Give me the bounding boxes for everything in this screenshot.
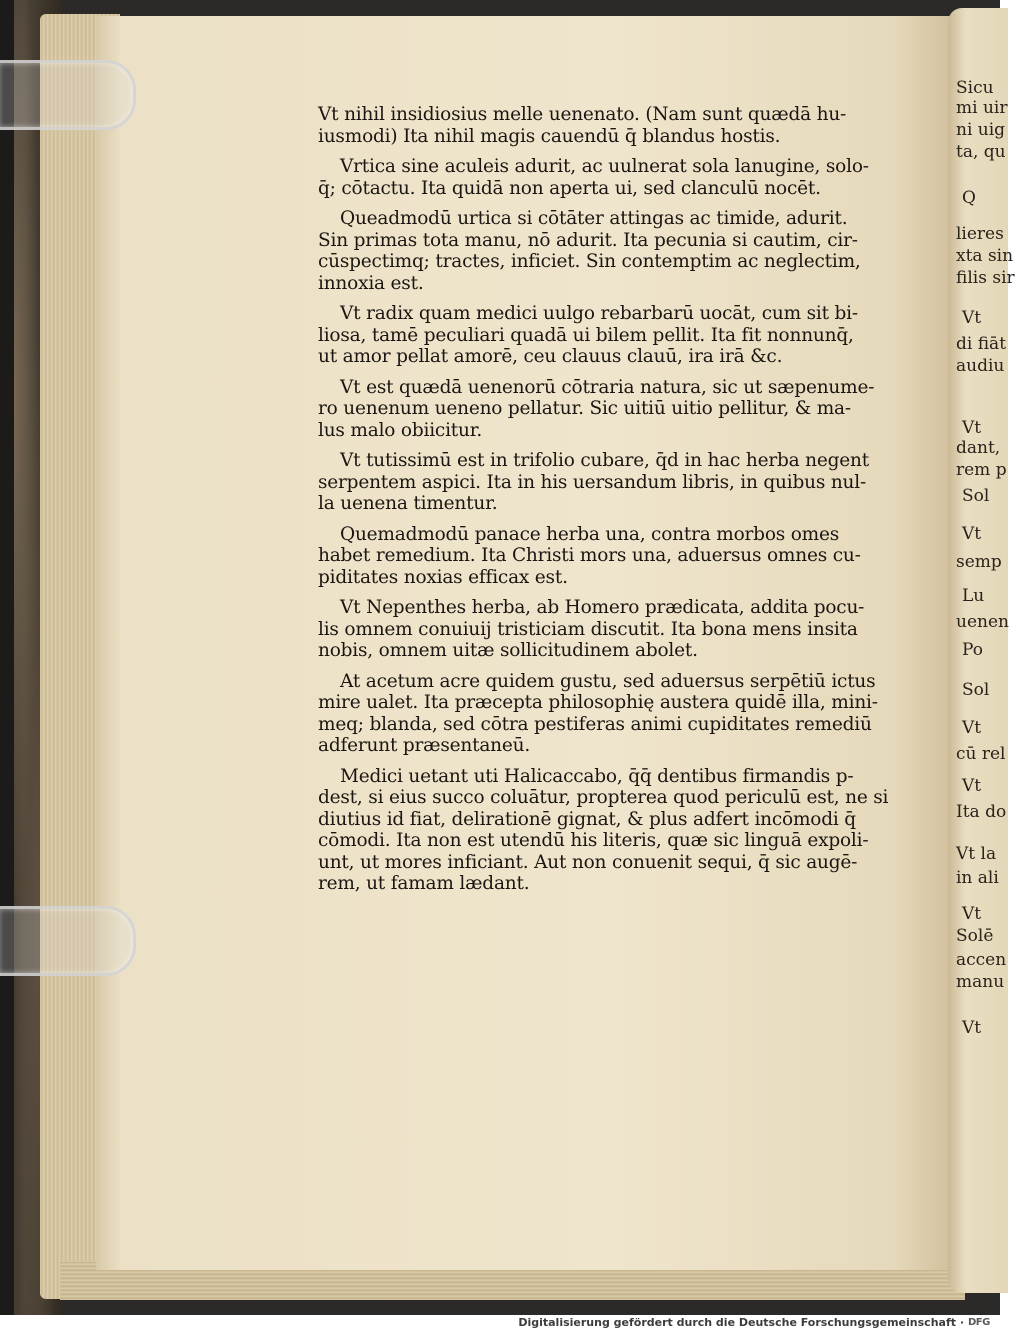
facing-page-text-fragment: xta sin	[956, 246, 1014, 266]
text-line: meq; blanda, sed cōtra pestiferas animi cupiditates remediū	[318, 713, 872, 735]
facing-page-text-fragment: Q	[962, 188, 976, 208]
text-line: cōmodi. Ita non est utendū his literis, quæ sic linguā expoli-	[318, 830, 869, 851]
text-line: diutius id fiat, delirationē gignat, & plus adfert incōmodi q̄	[318, 808, 856, 830]
facing-page-text-fragment: di fiāt	[956, 334, 1007, 354]
facing-page-text-fragment: filis sir	[956, 268, 1015, 288]
facing-page-text-fragment: audiu	[956, 356, 1005, 376]
facing-page-text-fragment: Ita do	[956, 802, 1007, 822]
text-line: Vt radix quam medici uulgo rebarbarū uocāt, cum sit bi-	[340, 303, 858, 324]
text-line: ro uenenum ueneno pellatur. Sic uitiū uitio pellitur, & ma-	[318, 398, 851, 419]
paragraph	[318, 156, 898, 199]
text-line: cūspectimq; tractes, inficiet. Sin contemptim ac neglectim,	[318, 251, 861, 272]
text-line: Vrtica sine aculeis adurit, ac uulnerat sola lanugine, solo-	[340, 156, 869, 177]
page-clip-bottom	[0, 906, 136, 976]
facing-page-text-fragment: mi uir	[956, 98, 1008, 118]
text-line: ut amor pellat amorē, ceu clauus clauū, ira irā &c.	[318, 346, 783, 367]
facing-page-text-fragment: Sicu	[956, 78, 994, 98]
text-line: Vt tutissimū est in trifolio cubare, q̄d in hac herba negent	[340, 450, 869, 471]
facing-page-text-fragment: semp	[956, 552, 1002, 572]
facing-page-text-fragment: Lu	[962, 586, 985, 606]
text-line: la uenena timentur.	[318, 493, 498, 514]
text-line: piditates noxias efficax est.	[318, 566, 568, 588]
facing-page-text-fragment: cū rel	[956, 744, 1006, 764]
facing-page-text-fragment: Vt	[962, 904, 982, 924]
funding-notice: Digitalisierung gefördert durch die Deutsche Forschungsgemeinschaft ·	[518, 1316, 964, 1329]
text-line: nobis, omnem uitæ sollicitudinem abolet.	[318, 640, 698, 661]
facing-page-text-fragment: Sol	[962, 680, 990, 700]
text-line: Vt nihil insidiosius melle uenenato. (Nam sunt quædā hu-	[318, 104, 847, 125]
text-line: innoxia est.	[318, 272, 424, 294]
text-line: q̄; cōtactu. Ita quidā non aperta ui, sed clanculū nocēt.	[318, 177, 821, 199]
text-line: rem, ut famam lædant.	[318, 873, 530, 894]
facing-page-text-fragment: lieres	[956, 224, 1004, 244]
paragraph	[318, 377, 898, 442]
facing-page-text-fragment: Po	[962, 640, 983, 660]
text-line: habet remedium. Ita Christi mors una, aduersus omnes cu-	[318, 545, 861, 566]
facing-page-edge	[948, 8, 1015, 1293]
text-line: iusmodi) Ita nihil magis cauendū q̄ blandus hostis.	[318, 125, 781, 147]
facing-page-text-fragment: ta, qu	[956, 142, 1006, 162]
facing-page-text-fragment: uenen	[956, 612, 1009, 632]
paragraph	[318, 450, 898, 515]
binding-edge	[0, 0, 14, 1315]
footer-bar	[0, 1315, 1000, 1333]
facing-page-text-fragment: Sol	[962, 486, 990, 506]
text-line: lis omnem conuiuij tristiciam discutit. Ita bona mens insita	[318, 618, 858, 640]
facing-page-text-fragment: in ali	[956, 868, 999, 888]
facing-page-text-fragment: Vt la	[956, 844, 997, 864]
text-line: adferunt præsentaneū.	[318, 735, 531, 756]
paragraph	[318, 303, 898, 368]
facing-page-text-fragment: manu	[956, 972, 1005, 992]
text-line: dest, si eius succo coluātur, propterea quod periculū est, ne si	[318, 787, 889, 808]
facing-page-text-fragment: Vt	[962, 1018, 982, 1038]
text-line: liosa, tamē peculiari quadā ui bilem pellit. Ita fit nonnunq̄,	[318, 324, 854, 346]
text-line: Medici uetant uti Halicaccabo, q̄q̄ dentibus firmandis p-	[340, 765, 854, 787]
paragraph	[318, 766, 898, 895]
text-line: Sin primas tota manu, nō adurit. Ita pecunia si cautim, cir-	[318, 229, 858, 251]
facing-page-text-fragment: Vt	[962, 308, 982, 328]
facing-page-text-fragment: rem p	[956, 460, 1007, 480]
facing-page-text-fragment: Vt	[962, 776, 982, 796]
page-clip-top	[0, 60, 136, 130]
paragraph	[318, 208, 898, 294]
facing-page-text-fragment: accen	[956, 950, 1007, 970]
text-line: At acetum acre quidem gustu, sed aduersus serpētiū ictus	[340, 670, 876, 692]
page-text	[318, 104, 898, 904]
text-line: serpentem aspici. Ita in his uersandum libris, in quibus nul-	[318, 471, 867, 493]
text-line: lus malo obiicitur.	[318, 419, 483, 441]
facing-page-text-fragment: Vt	[962, 418, 982, 438]
text-line: Vt Nepenthes herba, ab Homero prædicata, addita pocu-	[340, 597, 865, 618]
paragraph	[318, 104, 898, 147]
paragraph	[318, 671, 898, 757]
facing-page-text-fragment: Vt	[962, 524, 982, 544]
text-line: Vt est quædā uenenorū cōtraria natura, sic ut sæpenume-	[340, 376, 875, 398]
dfg-logo: DFG	[968, 1317, 990, 1328]
facing-page-text-fragment: Solē	[956, 926, 994, 946]
facing-page-text-fragment: ni uig	[956, 120, 1006, 140]
paragraph	[318, 597, 898, 662]
paragraph	[318, 524, 898, 589]
text-line: Queadmodū urtica si cōtāter attingas ac timide, adurit.	[340, 208, 848, 229]
facing-page-text-fragment: dant,	[956, 438, 1001, 458]
facing-page-text-fragment: Vt	[962, 718, 982, 738]
text-line: mire ualet. Ita præcepta philosophię austera quidē illa, mini-	[318, 692, 878, 713]
text-line: unt, ut mores inficiant. Aut non conuenit sequi, q̄ sic augē-	[318, 851, 858, 873]
text-line: Quemadmodū panace herba una, contra morbos omes	[340, 523, 840, 545]
